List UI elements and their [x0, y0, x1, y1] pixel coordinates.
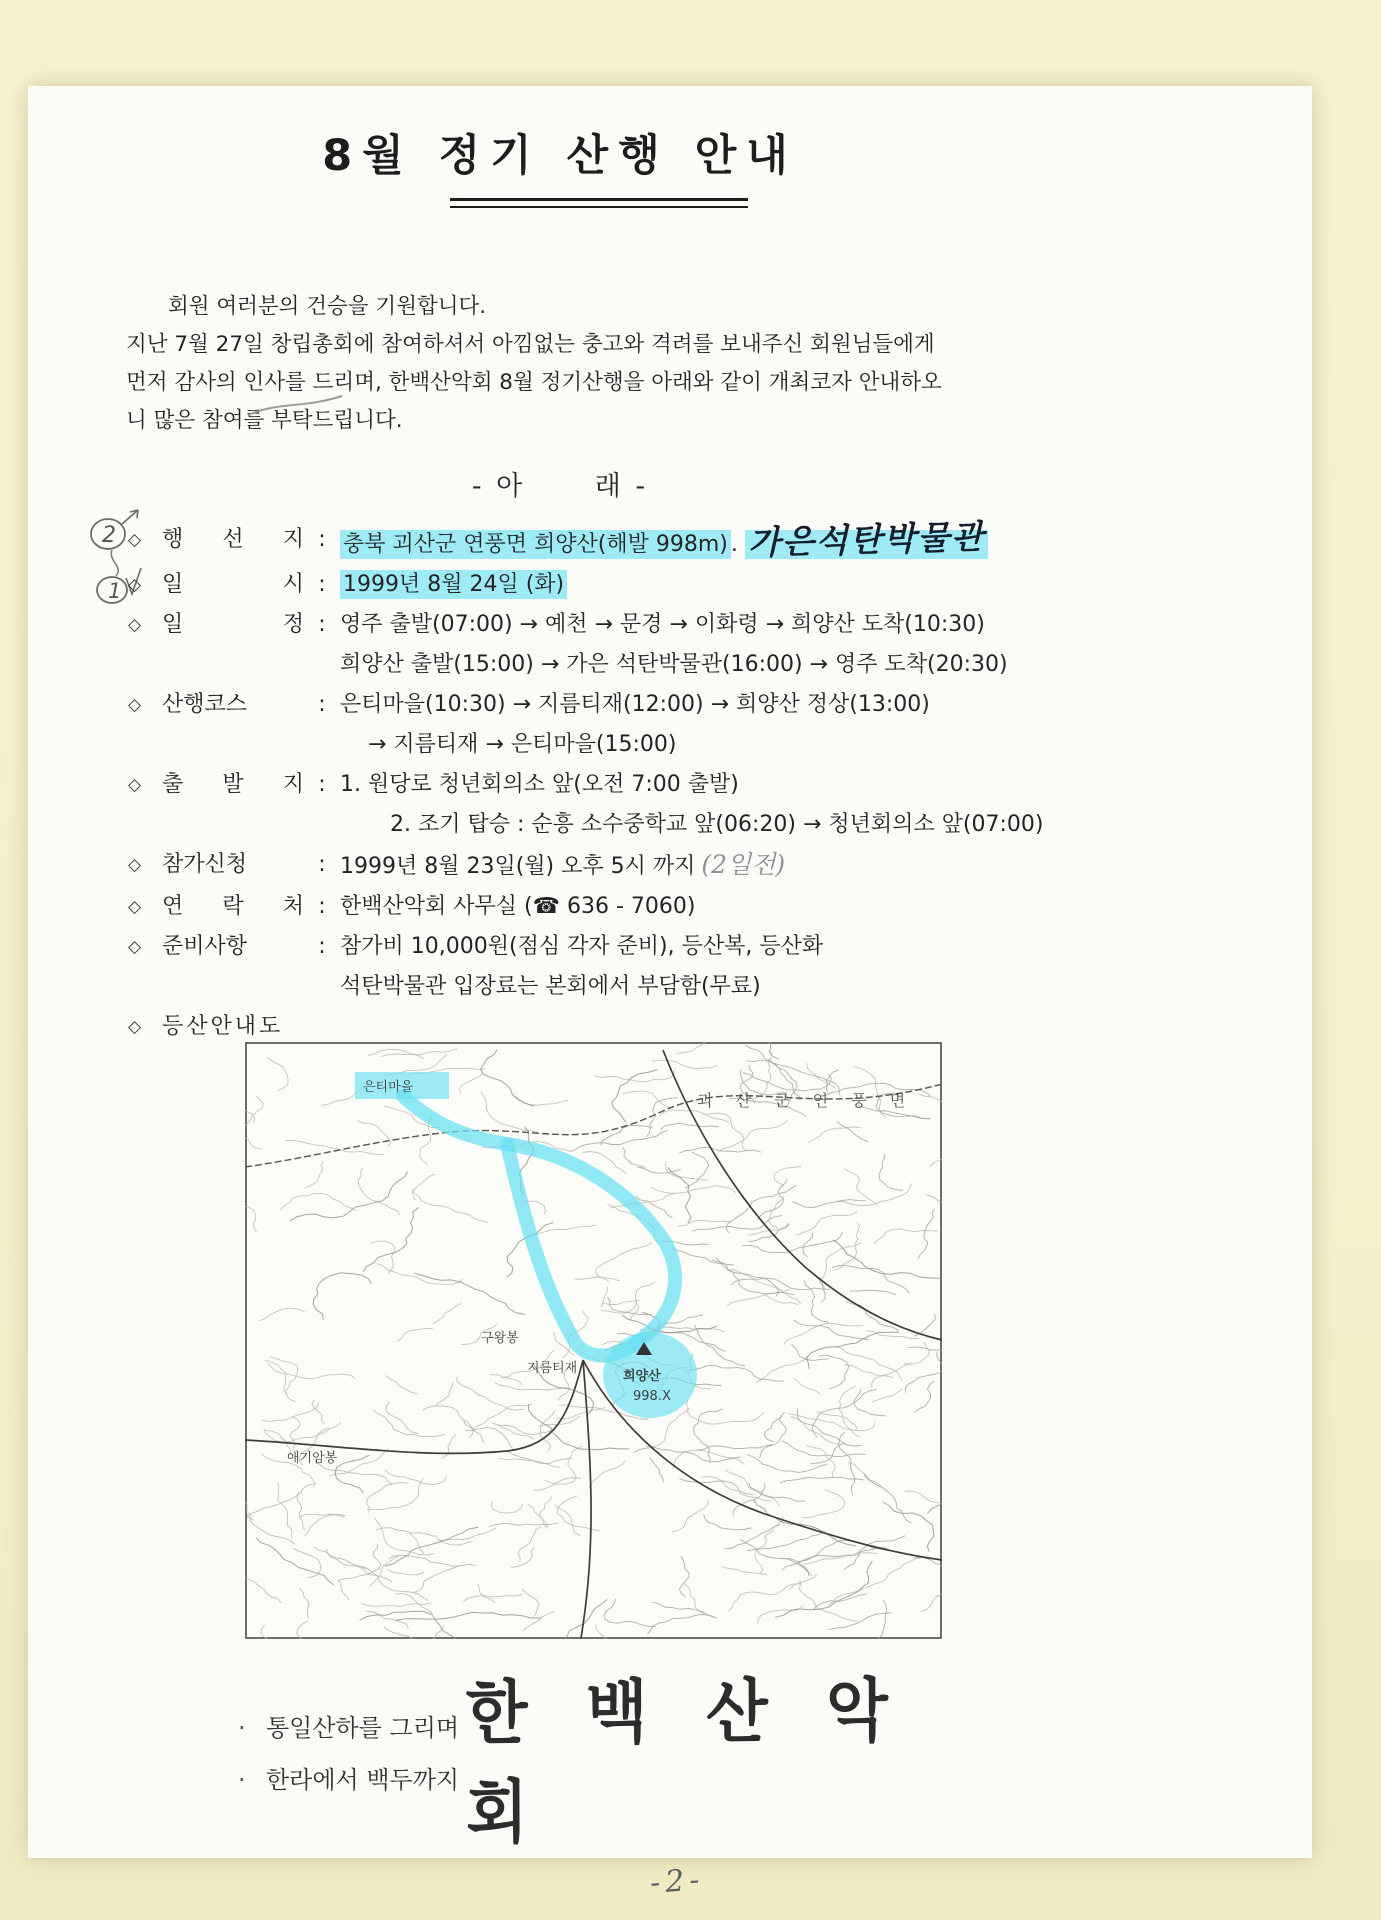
intro-line: 니 많은 참여를 부탁드립니다. — [126, 408, 403, 433]
list-item-map-heading — [128, 1007, 1228, 1047]
item-label: 산행코스 — [162, 692, 248, 717]
schedule-continuation: 희양산 출발(15:00) → 가은 석탄박물관(16:00) → 영주 도착(20:30) — [340, 652, 1008, 677]
departure-continuation: 2. 조기 탑승 : 순흥 소수중학교 앞(06:20) → 청년회의소 앞(07:00) — [390, 812, 1044, 837]
item-value: 1. 원당로 청년회의소 앞(오전 7:00 출발) — [340, 772, 739, 797]
item-value — [340, 516, 1228, 565]
colon: : — [318, 692, 326, 717]
club-name-calligraphy: 한 백 산 악 회 — [465, 1670, 907, 1854]
item-label: 일 시 — [162, 572, 304, 597]
diamond-bullet: ◇ — [128, 855, 142, 875]
separator-dot: . — [730, 532, 738, 557]
list-item-preparation — [128, 927, 1228, 967]
highlighted-text: 1999년 8월 24일 (화) — [340, 570, 567, 599]
slogan-line — [238, 1754, 459, 1806]
dot-bullet: · — [238, 1714, 246, 1742]
item-label: 준비사항 — [162, 934, 248, 959]
intro-line: 회원 여러분의 건승을 기원합니다. — [168, 294, 487, 319]
diamond-bullet: ◇ — [128, 575, 142, 595]
list-item-departure — [128, 765, 1228, 805]
colon: : — [318, 612, 326, 637]
item-value — [340, 565, 1228, 605]
diamond-bullet: ◇ — [128, 937, 142, 957]
pencil-connector — [111, 550, 118, 576]
highlighted-text: 충북 괴산군 연풍면 희양산(해발 998m) — [340, 530, 731, 559]
item-label: 일 정 — [162, 612, 304, 637]
title-underline — [450, 198, 748, 208]
diamond-bullet: ◇ — [128, 695, 142, 715]
item-value: 영주 출발(07:00) → 예천 → 문경 → 이화령 → 희양산 도착(10:30) — [340, 612, 985, 637]
map-frame — [246, 1043, 941, 1638]
list-item-contact — [128, 887, 1228, 927]
item-label: 출 발 지 — [162, 772, 304, 797]
preparation-continuation: 석탄박물관 입장료는 본회에서 부담함(무료) — [340, 974, 761, 999]
pencil-stroke — [246, 392, 346, 420]
colon: : — [318, 934, 326, 959]
diamond-bullet: ◇ — [128, 897, 142, 917]
slogan-text: 통일산하를 그리며 — [266, 1714, 460, 1742]
below-heading: - 아 래 - — [471, 471, 649, 502]
item-value: 참가비 10,000원(점심 각자 준비), 등산복, 등산화 — [340, 934, 824, 959]
colon: : — [318, 527, 326, 552]
handwritten-pencil-note: (2일전) — [701, 850, 786, 879]
registration-deadline: 1999년 8월 23일(월) 오후 5시 까지 — [340, 854, 696, 879]
item-label: 참가신청 — [162, 852, 248, 877]
map-label-peak-main: 희양산 — [623, 1369, 661, 1384]
map-label-peak-b: 애기암봉 — [287, 1451, 338, 1466]
dot-bullet: · — [238, 1766, 246, 1794]
list-item-destination — [128, 516, 1228, 565]
map-label-elevation: 998.X — [633, 1389, 671, 1404]
map-label-region: 괴 산 군 연 풍 면 — [697, 1091, 915, 1110]
handwritten-note: 가은석탄박물관 — [747, 516, 986, 563]
item-label: 연 락 처 — [162, 894, 304, 919]
detail-list — [128, 516, 1228, 1047]
colon: : — [318, 572, 326, 597]
list-item-course — [128, 685, 1228, 725]
course-continuation: → 지름티재 → 은티마을(15:00) — [368, 732, 677, 757]
item-value — [340, 845, 1228, 887]
map-label-pass: 지름티재 — [527, 1361, 578, 1376]
list-item-schedule — [128, 605, 1228, 645]
intro-line: 먼저 감사의 인사를 드리며, 한백산악회 8월 정기산행을 아래와 같이 개최코자 안내하오 — [126, 370, 942, 395]
trail-map — [245, 1042, 942, 1639]
slogan-text: 한라에서 백두까지 — [266, 1766, 460, 1794]
intro-line: 지난 7월 27일 창립총회에 참여하셔서 아낌없는 충고와 격려를 보내주신 회원님들에게 — [126, 332, 935, 357]
colon: : — [318, 772, 326, 797]
page-title: 8월 정기 산행 안내 — [322, 131, 798, 181]
highlighted-handwriting — [745, 516, 988, 563]
diamond-bullet: ◇ — [128, 775, 142, 795]
slogan-line — [238, 1702, 459, 1754]
colon: : — [318, 894, 326, 919]
map-label-peak-a: 구왕봉 — [481, 1331, 519, 1346]
item-value: 한백산악회 사무실 (☎ 636 - 7060) — [340, 894, 696, 919]
page-number: -2- — [648, 1862, 706, 1901]
circled-number-2: 2 — [102, 523, 116, 548]
list-item-datetime — [128, 565, 1228, 605]
trail-map-canvas — [245, 1042, 942, 1639]
diamond-bullet: ◇ — [128, 615, 142, 635]
map-label-village: 은티마을 — [363, 1080, 414, 1095]
list-item-registration — [128, 845, 1228, 887]
item-label: 행 선 지 — [162, 527, 304, 552]
diamond-bullet: ◇ — [128, 1017, 142, 1037]
footer-slogans — [238, 1702, 459, 1806]
diamond-bullet: ◇ — [128, 530, 142, 550]
item-value: 은티마을(10:30) → 지름티재(12:00) → 희양산 정상(13:00) — [340, 692, 930, 717]
item-label: 등산안내도 — [162, 1014, 284, 1039]
colon: : — [318, 852, 326, 877]
circled-number-1: 1 — [108, 579, 122, 603]
